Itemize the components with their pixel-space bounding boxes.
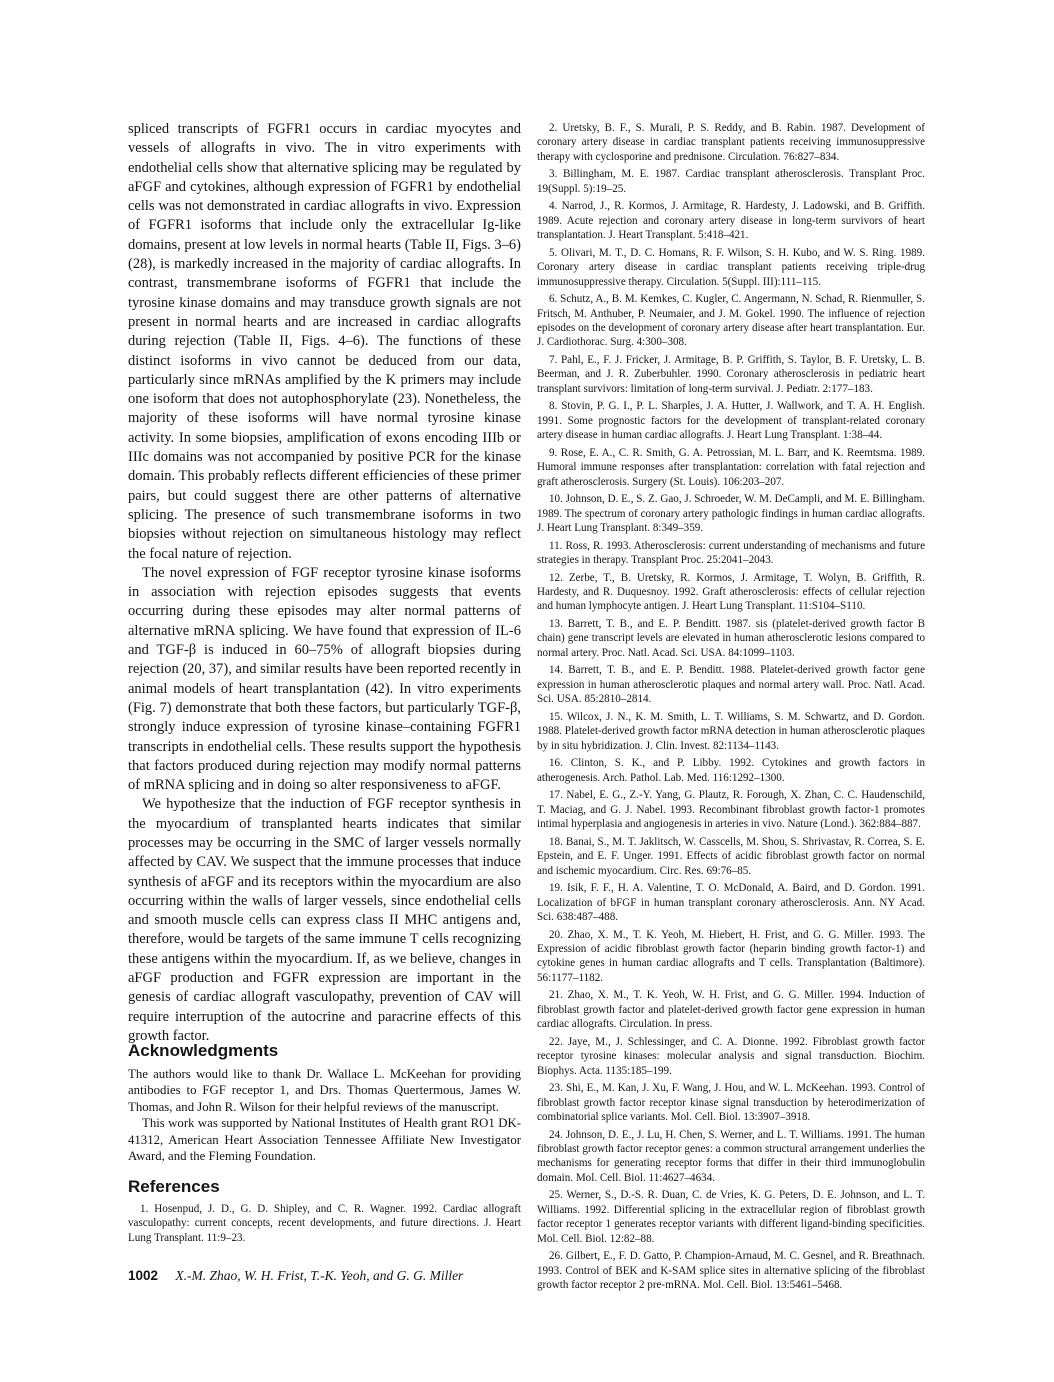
reference-item: 22. Jaye, M., J. Schlessinger, and C. A. Dionne. 1992. Fibroblast growth factor receptor tyrosine kinases: molecular analysis and signal transduction. Biochim. Biophys. Acta. 1135:185–199. xyxy=(537,1035,925,1077)
acknowledgments-paragraph: This work was supported by National Institutes of Health grant RO1 DK-41312, American Heart Association Tennessee Affiliate New Investigator Award, and the Fleming Foundation. xyxy=(128,1116,521,1164)
reference-item: 8. Stovin, P. G. I., P. L. Sharples, J. A. Hutter, J. Wallwork, and T. A. H. English. 1991. Some prognostic factors for the development of transplant-related coronary artery disease in human cardiac allografts. J. Heart Lung Transplant. 1:38–44. xyxy=(537,400,925,442)
reference-item: 21. Zhao, X. M., T. K. Yeoh, W. H. Frist, and G. G. Miller. 1994. Induction of fibroblast growth factor and platelet-derived growth factor gene expression in human cardiac allografts. Circulation. In press. xyxy=(537,989,925,1031)
acknowledgments-heading: Acknowledgments xyxy=(128,1041,279,1060)
body-paragraph: spliced transcripts of FGFR1 occurs in cardiac myocytes and vessels of allografts in vivo. The in vitro experiments with endothelial cells show that alternative splicing may be regulated by aFGF and cytokines, although expression of FGFR1 by endothelial cells was not demonstrated in cardiac allografts in vivo. Expression of FGFR1 isoforms that include only the extracellular Ig-like domains, present at low levels in normal hearts (Table II, Figs. 3–6) (28), is markedly increased in the majority of cardiac allografts. In contrast, transmembrane isoforms of FGFR1 that include the tyrosine kinase domains and may transduce growth signals are not present in normal hearts and are increased in cardiac allografts during rejection (Table II, Figs. 4–6). The functions of these distinct isoforms in vivo cannot be deduced from our data, particularly since mRNAs amplified by the K primers may include one isoform that does not autophosphorylate (23). Nonetheless, the majority of these isoforms will have normal tyrosine kinase activity. In some biopsies, amplification of exons encoding IIIb or IIIc domains was not accompanied by positive PCR for the kinase domain. This probably reflects different efficiencies of these primer pairs, but could suggest there are other patterns of alternative splicing. The presence of such transmembrane isoforms in two biopsies without rejection on simultaneous histology may reflect the focal nature of rejection. xyxy=(128,121,521,562)
reference-item: 13. Barrett, T. B., and E. P. Benditt. 1987. sis (platelet-derived growth factor B chain) gene transcript levels are elevated in human atherosclerotic lesions compared to normal artery. Proc. Natl. Acad. Sci. USA. 84:1099–1103. xyxy=(537,618,925,659)
reference-item: 4. Narrod, J., R. Kormos, J. Armitage, R. Hardesty, J. Ladowski, and B. Griffith. 1989. Acute rejection and coronary artery disease in long-term survivors of heart transplantation. J. Heart Transplant. 5:418–421. xyxy=(537,200,925,242)
reference-item: 19. Isik, F. F., H. A. Valentine, T. O. McDonald, A. Baird, and D. Gordon. 1991. Localization of bFGF in human transplant coronary atherosclerosis. Ann. NY Acad. Sci. 638:487–488. xyxy=(537,882,925,923)
reference-item: 1. Hosenpud, J. D., G. D. Shipley, and C. R. Wagner. 1992. Cardiac allograft vasculopathy: current concepts, recent developments, and future directions. J. Heart Lung Transplant. 11:9–23. xyxy=(128,1203,521,1244)
page-footer xyxy=(128,1268,463,1284)
page-number: 1002 xyxy=(128,1268,159,1283)
reference-item: 20. Zhao, X. M., T. K. Yeoh, M. Hiebert, H. Frist, and G. G. Miller. 1993. The Expression of acidic fibroblast growth factor (heparin binding growth factor-1) and cytokine genes in human cardiac allografts and T cells. Transplantation (Baltimore). 56:1177–1182. xyxy=(537,928,925,984)
reference-item: 25. Werner, S., D.-S. R. Duan, C. de Vries, K. G. Peters, D. E. Johnson, and L. T. Williams. 1992. Differential splicing in the extracellular region of fibroblast growth factor receptor 1 generates receptor variants with different ligand-binding specificities. Mol. Cell. Biol. 12:82–88. xyxy=(537,1189,925,1245)
reference-item: 14. Barrett, T. B., and E. P. Benditt. 1988. Platelet-derived growth factor gene expression in human atherosclerotic plaques and normal artery wall. Proc. Natl. Acad. Sci. USA. 85:2810–2814. xyxy=(537,664,925,706)
acknowledgments-body xyxy=(128,1066,521,1164)
acknowledgments-paragraph: The authors would like to thank Dr. Wallace L. McKeehan for providing antibodies to FGF receptor 1, and Drs. Thomas Quertermous, James W. Thomas, and John R. Wilson for their helpful reviews of the manuscript. xyxy=(128,1067,521,1114)
reference-item: 11. Ross, R. 1993. Atherosclerosis: current understanding of mechanisms and future strategies in therapy. Transplant Proc. 25:2041–2043. xyxy=(537,539,925,567)
reference-item: 7. Pahl, E., F. J. Fricker, J. Armitage, B. P. Griffith, S. Taylor, B. F. Uretsky, L. B. Beerman, and J. R. Zuberbuhler. 1990. Coronary atherosclerosis in pediatric heart transplant survivors: limitation of long-term survival. J. Pediatr. 2:177–183. xyxy=(537,354,925,395)
reference-item: 12. Zerbe, T., B. Uretsky, R. Kormos, J. Armitage, T. Wolyn, B. Griffith, R. Hardesty, and R. Duquesnoy. 1992. Graft atherosclerosis: effects of cellular rejection and human lymphocyte antigen. J. Heart Lung Transplant. 11:S104–S110. xyxy=(537,571,925,613)
reference-item: 16. Clinton, S. K., and P. Libby. 1992. Cytokines and growth factors in atherogenesis. Arch. Pathol. Lab. Med. 116:1292–1300. xyxy=(537,757,925,784)
reference-item: 24. Johnson, D. E., J. Lu, H. Chen, S. Werner, and L. T. Williams. 1991. The human fibroblast growth factor receptor genes: a common structural arrangement underlies the mechanisms for generating receptor forms that differ in their third immunoglobulin domain. Mol. Cell. Biol. 11:4627–4634. xyxy=(537,1128,925,1184)
reference-item: 17. Nabel, E. G., Z.-Y. Yang, G. Plautz, R. Forough, X. Zhan, C. C. Haudenschild, T. Maciag, and G. J. Nabel. 1993. Recombinant fibroblast growth factor-1 promotes intimal hyperplasia and angiogenesis in arteries in vivo. Nature (Lond.). 362:884–887. xyxy=(537,789,925,831)
reference-item: 2. Uretsky, B. F., S. Murali, P. S. Reddy, and B. Rabin. 1987. Development of coronary artery disease in cardiac transplant patients receiving immunosuppressive therapy with cyclosporine and prednisone. Circulation. 76:827–834. xyxy=(537,122,925,163)
reference-item: 10. Johnson, D. E., S. Z. Gao, J. Schroeder, W. M. DeCampli, and M. E. Billingham. 1989. The spectrum of coronary artery pathologic findings in human cardiac allografts. J. Heart Lung Transplant. 8:349–359. xyxy=(537,493,925,535)
reference-item: 9. Rose, E. A., C. R. Smith, G. A. Petrossian, M. L. Barr, and K. Reemtsma. 1989. Humoral immune responses after transplantation: correlation with fatal rejection and graft atherosclerosis. Surgery (St. Louis). 106:203–207. xyxy=(537,446,925,488)
reference-item: 6. Schutz, A., B. M. Kemkes, C. Kugler, C. Angermann, N. Schad, R. Rienmuller, S. Fritsch, M. Anthuber, P. Neumaier, and J. M. Gokel. 1990. The influence of rejection episodes on the development of coronary artery disease after heart transplantation. Eur. J. Cardiothorac. Surg. 4:300–308. xyxy=(537,293,925,349)
body-paragraph: We hypothesize that the induction of FGF receptor synthesis in the myocardium of transplanted hearts indicates that similar processes may be occurring in the SMC of larger vessels normally affected by CAV. We suspect that the immune processes that induce synthesis of aFGF and its receptors within the myocardium are also occurring within the walls of larger vessels, since endothelial cells and smooth muscle cells can express class II MHC antigens and, therefore, would be targets of the same immune T cells recognizing these antigens within the myocardium. If, as we believe, changes in aFGF production and FGFR expression are important in the genesis of cardiac allograft vasculopathy, prevention of CAV will require interruption of the autocrine and paracrine effects of this growth factor. xyxy=(128,796,521,1044)
references-right-column xyxy=(537,121,925,1296)
reference-item: 3. Billingham, M. E. 1987. Cardiac transplant atherosclerosis. Transplant Proc. 19(Suppl. 5):19–25. xyxy=(537,168,925,195)
references-heading: References xyxy=(128,1177,220,1196)
reference-item: 15. Wilcox, J. N., K. M. Smith, L. T. Williams, S. M. Schwartz, and D. Gordon. 1988. Platelet-derived growth factor mRNA detection in human atherosclerotic plaques by in situ hybridization. J. Clin. Invest. 82:1134–1143. xyxy=(537,710,925,752)
references-left-column xyxy=(128,1202,521,1248)
reference-item: 26. Gilbert, E., F. D. Gatto, P. Champion-Arnaud, M. C. Gesnel, and R. Breathnach. 1993. Control of BEK and K-SAM splice sites in alternative splicing of the fibroblast growth factor receptor 2 pre-mRNA. Mol. Cell. Biol. 13:5461–5468. xyxy=(537,1250,925,1291)
running-authors: X.-M. Zhao, W. H. Frist, T.-K. Yeoh, and G. G. Miller xyxy=(175,1268,464,1283)
reference-item: 18. Banai, S., M. T. Jaklitsch, W. Casscells, M. Shou, S. Shrivastav, R. Correa, S. E. Epstein, and E. F. Unger. 1991. Effects of acidic fibroblast growth factor on normal and ischemic myocardium. Circ. Res. 69:76–85. xyxy=(537,835,925,877)
reference-item: 5. Olivari, M. T., D. C. Homans, R. F. Wilson, S. H. Kubo, and W. S. Ring. 1989. Coronary artery disease in cardiac transplant patients receiving triple-drug immunosuppressive therapy. Circulation. 5(Suppl. III):111–115. xyxy=(537,246,925,288)
reference-item: 23. Shi, E., M. Kan, J. Xu, F. Wang, J. Hou, and W. L. McKeehan. 1993. Control of fibroblast growth factor receptor kinase signal transduction by heterodimerization of combinatorial splice variants. Mol. Cell. Biol. 13:3907–3918. xyxy=(537,1082,925,1123)
body-paragraph: The novel expression of FGF receptor tyrosine kinase isoforms in association with rejection episodes suggests that events occurring during these episodes may alter normal patterns of alternative mRNA splicing. We have found that expression of IL-6 and TGF-β is induced in 60–75% of allograft biopsies during rejection (20, 37), and similar results have been reported recently in animal models of heart transplantation (42). In vitro experiments (Fig. 7) demonstrate that both these factors, but particularly TGF-β, strongly induce expression of tyrosine kinase–containing FGFR1 transcripts in endothelial cells. These results support the hypothesis that factors produced during rejection may modify normal patterns of mRNA splicing and in doing so alter responsiveness to aFGF. xyxy=(128,564,521,794)
body-text-column xyxy=(128,120,521,1046)
